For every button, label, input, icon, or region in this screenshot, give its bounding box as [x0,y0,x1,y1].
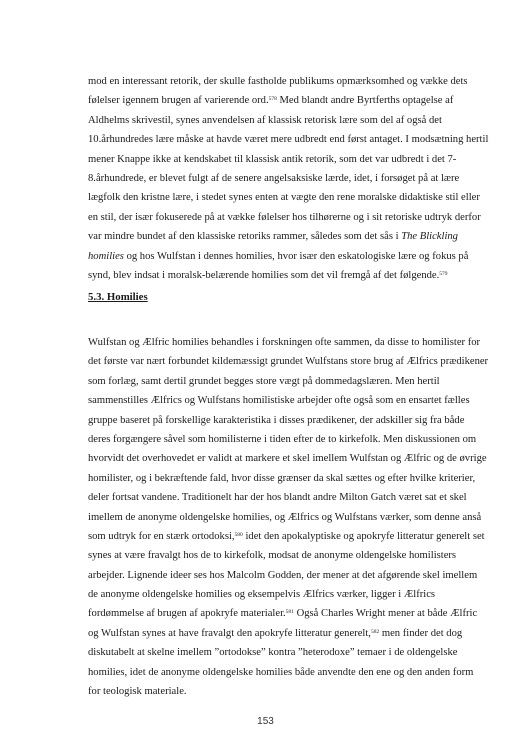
text-line: fordømmelse af brugen af apokryfe materialer.$^{581}$ Også Charles Wright mener at både Ælfric [88,608,478,620]
text-line: 8.århundrede, er blevet fulgt af de senere angelsaksiske lærde, idet, i forsøget på at lære [88,172,460,184]
footnote-ref[interactable]: 582 [370,628,380,635]
text-line: synes at være fravalgt hos de to kirkefolk, modsat de anonyme oldengelske homilisters [88,550,457,562]
text-line: en stil, der især fokuserede på at vække følelser hos tilhørerne og i sit retoriske udtryk derfor [88,211,481,223]
text-line: sammenstilles Ælfrics og Wulfstans homilistiske arbejder ofte også som en ensartet fælles [88,395,470,407]
text-line: synd, blev indsat i moralsk-belærende homilies som det vil fremgå af det følgende.$^{579}$ [88,269,448,281]
footnote-ref[interactable]: 579 [439,270,448,277]
text-line: for teologisk materiale. [88,686,187,698]
text-line: diskutabelt at skelne imellem ”ortodokse” kontra ”heterodoxe” temaer i de oldengelske [88,647,458,659]
footnote-ref[interactable]: 580 [234,531,243,538]
text-line: deler fortsat vandene. Traditionelt har der hos blandt andre Milton Gatch været sat et skel [88,492,467,504]
text-line: arbejder. Lignende ideer ses hos Malcolm Godden, der mener at det afgørende skel imellem [88,569,478,581]
text-line: var mindre bundet af den klassiske retoriks rammer, således som det sås i The Blickling [88,231,458,243]
text-line: homilies, idet de anonyme oldengelske homilies både anvendte den ene og den anden form [88,666,474,678]
footnote-ref[interactable]: 578 [268,96,277,103]
paragraph-intro [88,72,489,285]
text-line: lægfolk den kristne lære, i stedet synes enten at vægte den rene moralske didaktiske stil eller [88,192,480,204]
text-line: homilister, og i bekræftende fald, hvor disse grænser da skal sættes og efter hvilke kriterier, [88,472,476,484]
text-line: Aldhelms skrivestil, synes anvendelsen af klassisk retorisk lære som del af også det [88,114,442,126]
text-line: hvorvidt det overhovedet er validt at markere et skel imellem Wulfstan og Ælfric og de øvrige [88,453,487,465]
section-heading: 5.3. Homilies [88,291,148,303]
text-line: de anonyme oldengelske homilies og eksempelvis Ælfrics værker, ligger i Ælfrics [88,589,436,601]
text-line: og Wulfstan synes at have fravalgt den apokryfe litteratur generelt,$^{582}$ men finder det dog [88,627,463,639]
text-line: Wulfstan og Ælfric homilies behandles i forskningen ofte sammen, da disse to homilister for [88,337,481,348]
work-title: homilies [88,250,124,262]
text-line: mener Knappe ikke at kendskabet til klassisk antik retorik, som det var udbredt i det 7- [88,153,457,165]
work-title: The Blickling [401,231,458,243]
text-line: imellem de anonyme oldengelske homilies, og Ælfrics og Wulfstans værker, som denne anså [88,511,482,523]
text-line: mod en interessant retorik, der skulle fastholde publikums opmærksomhed og vække dets [88,76,468,87]
page-number: 153 [257,716,274,727]
text-line: følelser igennem brugen af varierende ord.$^{578}$ Med blandt andre Byrtferths optagelse af [88,95,454,107]
text-line: gruppe baseret på forskellige karakteristika i disses prædikener, der adskiller sig fra både [88,414,465,426]
text-line: som udtryk for en stærk ortodoksi,$^{580}$ idet den apokalyptiske og apokryfe litteratur generelt set [88,530,485,542]
text-line: deres forgængere såvel som homilisterne i tiden efter de to kirkefolk. Men diskussionen om [88,433,477,445]
text-line: som forlæg, samt dertil grundet begges store vægt på dommedagslæren. Men hertil [88,375,440,387]
text-line: det første var nært forbundet kildemæssigt grundet Wulfstans store brug af Ælfrics prædikener [88,356,489,368]
paragraph-homilies [88,333,489,701]
text-line: homilies og hos Wulfstan i dennes homilies, hvor især den eskatologiske lære og fokus på [88,250,469,262]
footnote-ref[interactable]: 581 [285,609,294,616]
text-line: 10.århundredes lære måske at havde været mere udbredt end først antaget. I modsætning hertil [88,134,489,146]
